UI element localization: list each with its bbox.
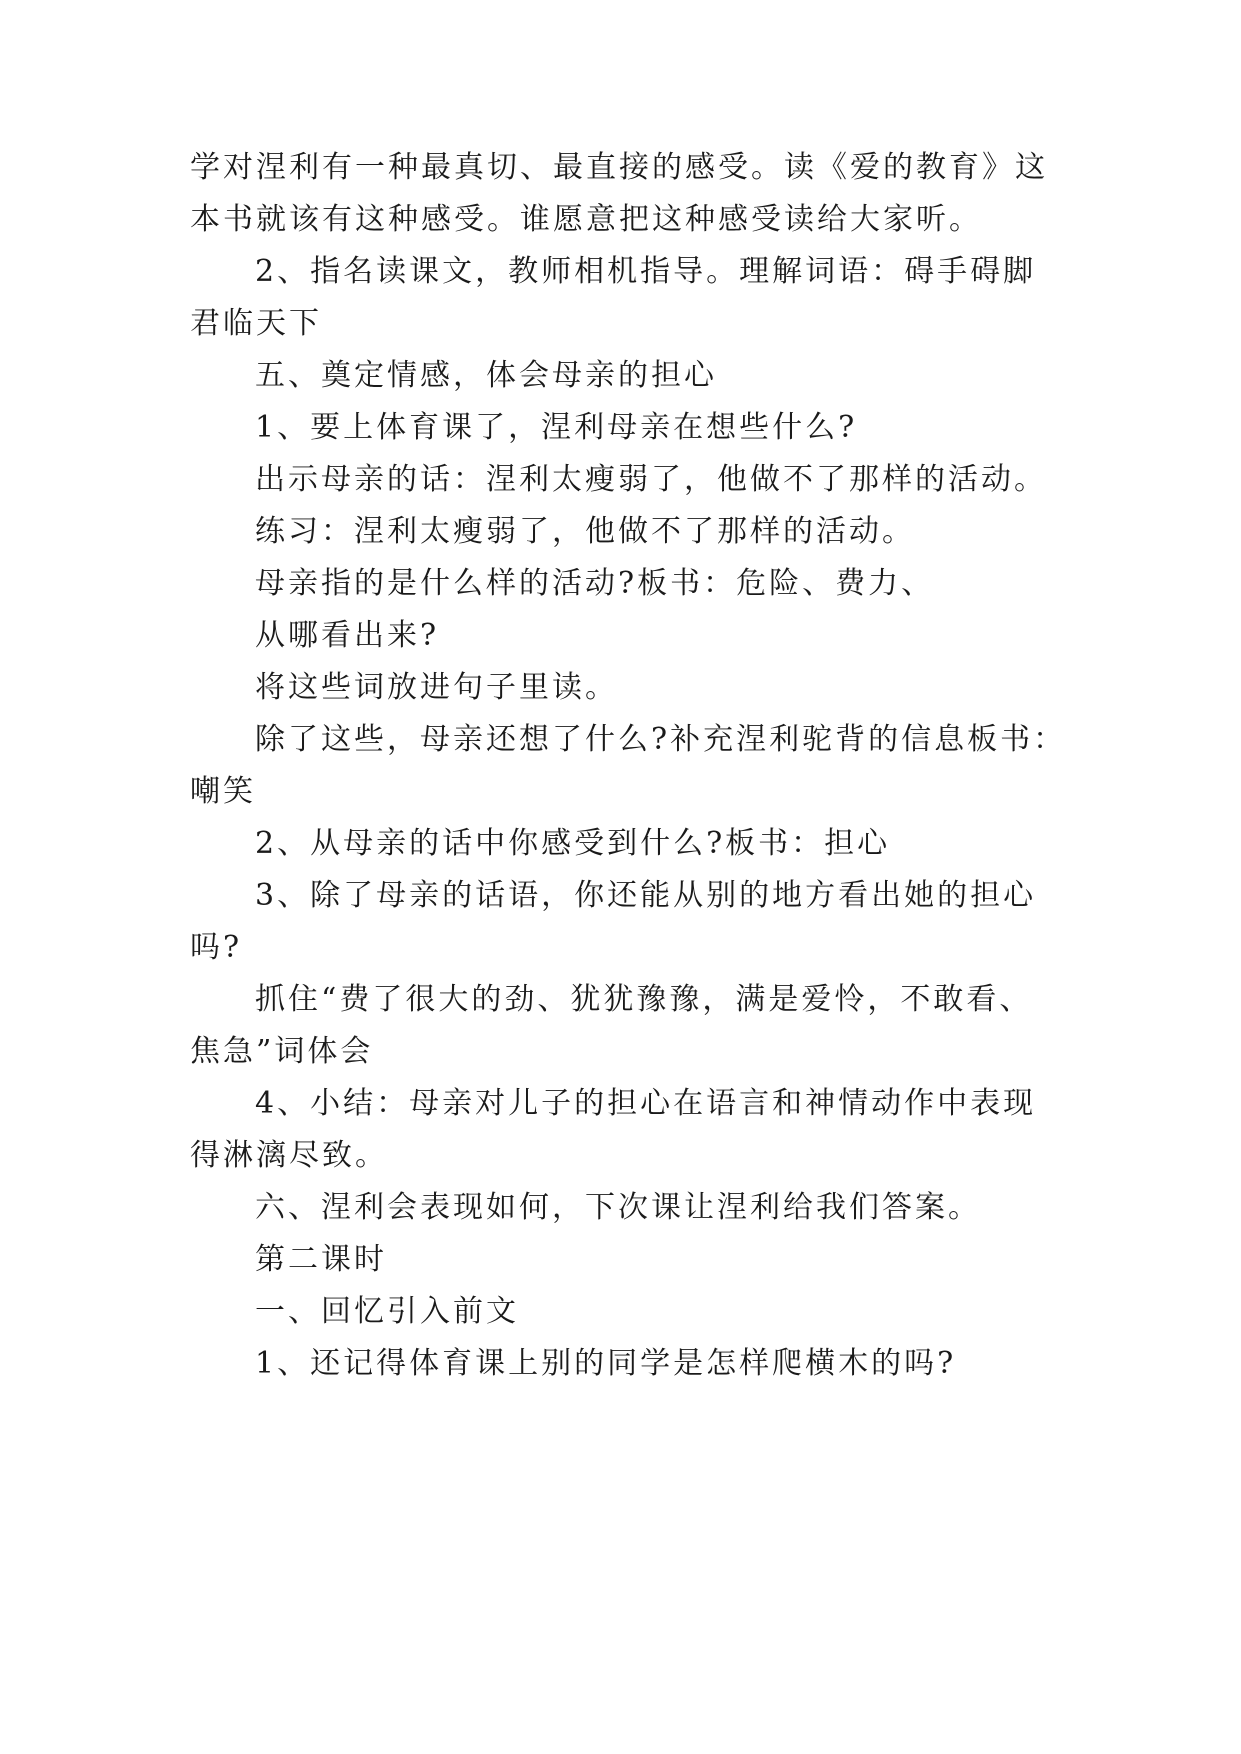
- text-line: 将这些词放进句子里读。: [255, 670, 618, 705]
- text-line: 3、除了母亲的话语，你还能从别的地方看出她的担心: [255, 878, 1037, 913]
- section-heading: 五、奠定情感，体会母亲的担心: [255, 358, 717, 393]
- text-line: 吗?: [190, 930, 243, 965]
- text-line: 嘲笑: [190, 774, 256, 809]
- text-line: 2、指名读课文，教师相机指导。理解词语：碍手碍脚: [255, 254, 1037, 289]
- text-line: 1、要上体育课了，涅利母亲在想些什么?: [255, 410, 858, 445]
- text-line: 出示母亲的话：涅利太瘦弱了，他做不了那样的活动。: [255, 462, 1047, 497]
- text-line: 本书就该有这种感受。谁愿意把这种感受读给大家听。: [190, 202, 982, 237]
- text-line: 焦急”词体会: [190, 1034, 374, 1069]
- text-line: 2、从母亲的话中你感受到什么?板书：担心: [255, 826, 891, 861]
- section-heading: 一、回忆引入前文: [255, 1294, 519, 1329]
- text-line: 除了这些，母亲还想了什么?补充涅利驼背的信息板书：: [255, 722, 1067, 757]
- text-line: 学对涅利有一种最真切、最直接的感受。读《爱的教育》这: [190, 150, 1048, 185]
- lesson-heading: 第二课时: [255, 1242, 387, 1277]
- text-line: 母亲指的是什么样的活动?板书：危险、费力、: [255, 566, 935, 601]
- text-line: 练习：涅利太瘦弱了，他做不了那样的活动。: [255, 514, 915, 549]
- text-line: 抓住“费了很大的劲、犹犹豫豫，满是爱怜，不敢看、: [255, 982, 1033, 1017]
- text-line: 从哪看出来?: [255, 618, 440, 653]
- text-line: 君临天下: [190, 306, 322, 341]
- text-line: 4、小结：母亲对儿子的担心在语言和神情动作中表现: [255, 1086, 1037, 1121]
- text-line: 得淋漓尽致。: [190, 1138, 388, 1173]
- text-line: 1、还记得体育课上别的同学是怎样爬横木的吗?: [255, 1346, 957, 1381]
- section-heading: 六、涅利会表现如何，下次课让涅利给我们答案。: [255, 1190, 981, 1225]
